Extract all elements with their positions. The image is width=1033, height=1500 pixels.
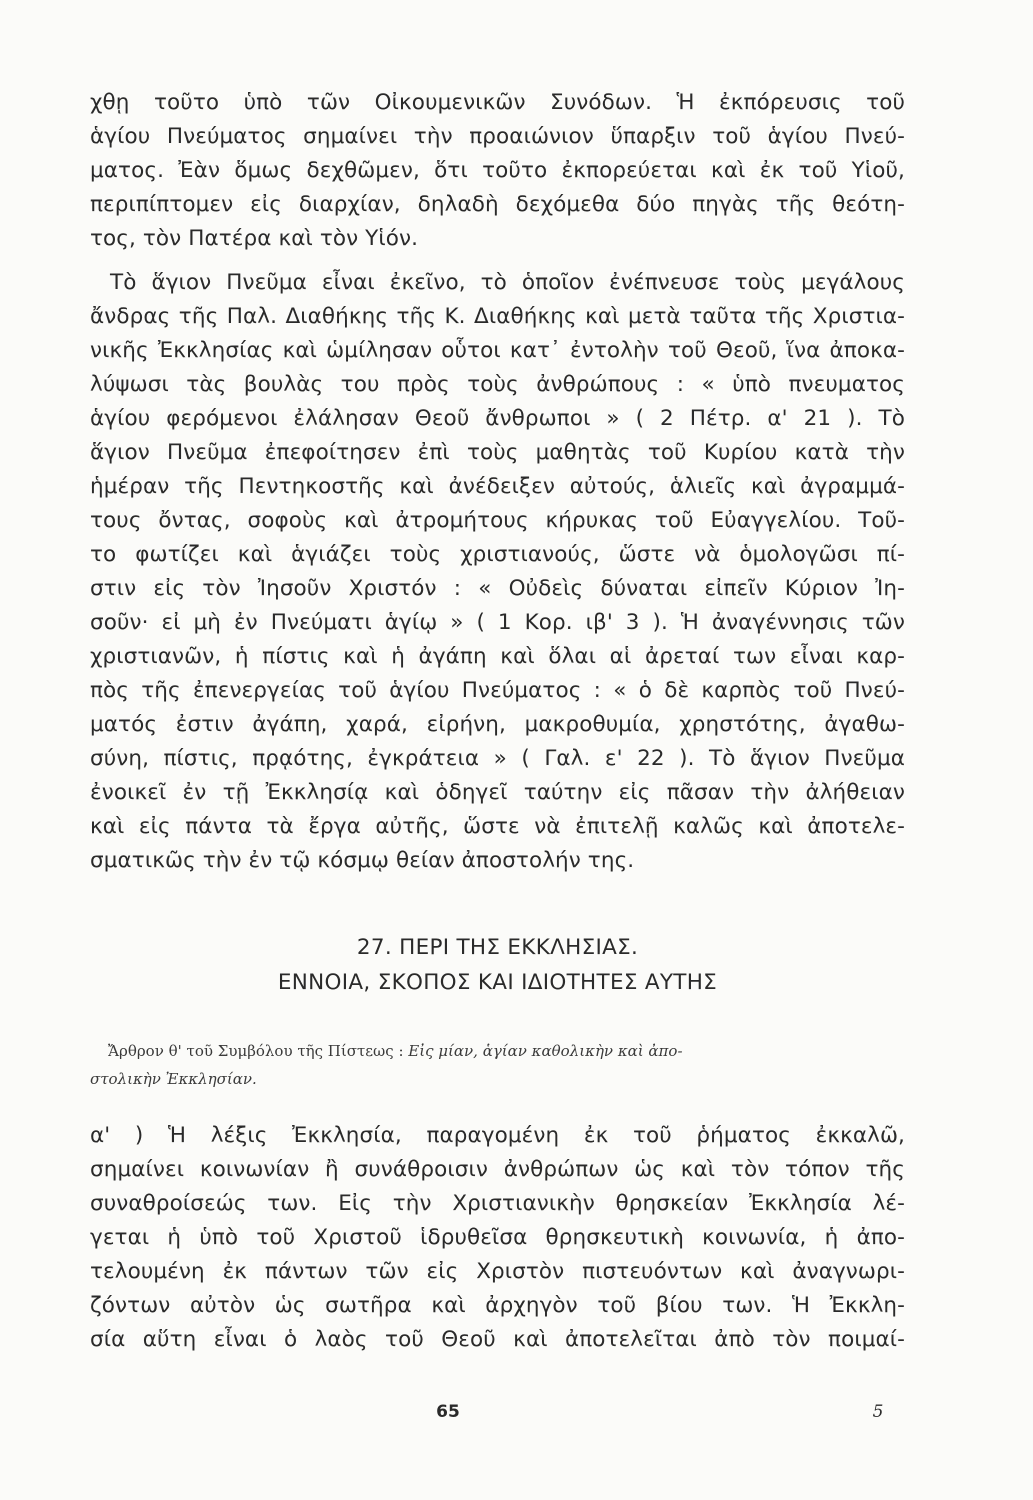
text-line: στιν εἰς τὸν Ἰησοῦν Χριστόν : « Οὐδεὶς δύναται εἰπεῖν Κύριον Ἰη- (90, 576, 905, 601)
text-line: το φωτίζει καὶ ἁγιάζει τοὺς χριστιανούς, ὥστε νὰ ὁμολογῶσι πί- (90, 542, 905, 567)
text-line: λύψωσι τὰς βουλὰς του πρὸς τοὺς ἀνθρώπους : « ὑπὸ πνευματος (90, 372, 905, 397)
text-line: α' ) Ἡ λέξις Ἐκκλησία, παραγομένη ἐκ τοῦ ῥήματος ἐκκαλῶ, (90, 1123, 905, 1148)
text-line: Τὸ ἅγιον Πνεῦμα εἶναι ἐκεῖνο, τὸ ὁποῖον ἐνέπνευσε τοὺς μεγάλους (110, 270, 905, 295)
text-line: τελουμένη ἐκ πάντων τῶν εἰς Χριστὸν πιστευόντων καὶ ἀναγνωρι- (90, 1259, 905, 1284)
text-line: γεται ἡ ὑπὸ τοῦ Χριστοῦ ἱδρυθεῖσα θρησκευτικὴ κοινωνία, ἡ ἀπο- (90, 1225, 905, 1250)
note-prefix: Ἄρθρον θ' τοῦ Συμβόλου τῆς Πίστεως : (108, 1042, 409, 1060)
text-line: τος, τὸν Πατέρα καὶ τὸν Υἱόν. (90, 226, 419, 251)
text-line: περιπίπτομεν εἰς διαρχίαν, δηλαδὴ δεχόμεθα δύο πηγὰς τῆς θεότη- (90, 192, 905, 217)
text-line: πὸς τῆς ἐπενεργείας τοῦ ἁγίου Πνεύματος : « ὁ δὲ καρπὸς τοῦ Πνεύ- (90, 678, 905, 703)
text-line: ἁγίου Πνεύματος σημαίνει τὴν προαιώνιον ὕπαρξιν τοῦ ἁγίου Πνεύ- (90, 124, 905, 149)
section-subheading: ΕΝΝΟΙΑ, ΣΚΟΠΟΣ ΚΑΙ ΙΔΙΟΤΗΤΕΣ ΑΥΤΗΣ (277, 970, 718, 995)
text-line: ζόντων αὐτὸν ὡς σωτῆρα καὶ ἀρχηγὸν τοῦ βίου των. Ἡ Ἐκκλη- (90, 1293, 905, 1318)
text-line: ἡμέραν τῆς Πεντηκοστῆς καὶ ἀνέδειξεν αὐτούς, ἁλιεῖς καὶ ἀγραμμά- (90, 474, 905, 499)
paragraph-holy-spirit-work (90, 266, 905, 878)
text-line: ἄνδρας τῆς Παλ. Διαθήκης τῆς Κ. Διαθήκης καὶ μετὰ ταῦτα τῆς Χριστια- (90, 304, 905, 329)
note-line (90, 1037, 905, 1065)
text-line: τους ὄντας, σοφοὺς καὶ ἀτρομήτους κήρυκας τοῦ Εὐαγγελίου. Τοῦ- (90, 508, 905, 533)
text-line: καὶ εἰς πάντα τὰ ἔργα αὐτῆς, ὥστε νὰ ἐπιτελῇ καλῶς καὶ ἀποτελε- (90, 814, 905, 839)
text-line: ματός ἐστιν ἀγάπη, χαρά, εἰρήνη, μακροθυμία, χρηστότης, ἀγαθω- (90, 712, 905, 737)
text-line: χριστιανῶν, ἡ πίστις καὶ ἡ ἀγάπη καὶ ὅλαι αἱ ἀρεταί των εἶναι καρ- (90, 644, 905, 669)
note-line (90, 1065, 905, 1093)
text-line: σματικῶς τὴν ἐν τῷ κόσμῳ θείαν ἀποστολήν της. (90, 848, 635, 873)
section-heading: 27. ΠΕΡΙ ΤΗΣ ΕΚΚΛΗΣΙΑΣ. (356, 935, 639, 960)
note-quote: Εἰς μίαν, ἁγίαν καθολικὴν καὶ ἀπο- (408, 1042, 683, 1060)
creed-article-note (90, 1037, 905, 1093)
text-line: συναθροίσεώς των. Εἰς τὴν Χριστιανικὴν θρησκείαν Ἐκκλησία λέ- (90, 1191, 905, 1216)
text-line: ματος. Ἐὰν ὅμως δεχθῶμεν, ὅτι τοῦτο ἐκπορεύεται καὶ ἐκ τοῦ Υἱοῦ, (90, 158, 905, 183)
text-line: σία αὕτη εἶναι ὁ λαὸς τοῦ Θεοῦ καὶ ἀποτελεῖται ἀπὸ τὸν ποιμαί- (90, 1327, 905, 1352)
paragraph-holy-spirit-procession (90, 86, 905, 256)
page-number: 65 (436, 1402, 460, 1422)
text-line: ἁγίου φερόμενοι ἐλάλησαν Θεοῦ ἄνθρωποι » ( 2 Πέτρ. α' 21 ). Τὸ (90, 406, 905, 431)
note-quote: στολικὴν Ἐκκλησίαν. (90, 1070, 257, 1088)
text-line: σύνη, πίστις, πρᾳότης, ἐγκράτεια » ( Γαλ. ε' 22 ). Τὸ ἅγιον Πνεῦμα (90, 746, 905, 771)
text-line: σοῦν· εἰ μὴ ἐν Πνεύματι ἁγίῳ » ( 1 Κορ. ιβ' 3 ). Ἡ ἀναγέννησις τῶν (90, 610, 905, 635)
text-line: ἐνοικεῖ ἐν τῇ Ἐκκλησίᾳ καὶ ὁδηγεῖ ταύτην εἰς πᾶσαν τὴν ἀλήθειαν (90, 780, 905, 805)
text-line: νικῆς Ἐκκλησίας καὶ ὡμίλησαν οὗτοι κατ᾽ ἐντολὴν τοῦ Θεοῦ, ἵνα ἀποκα- (90, 338, 905, 363)
paragraph-church-definition (90, 1119, 905, 1357)
text-line: χθῃ τοῦτο ὑπὸ τῶν Οἰκουμενικῶν Συνόδων. Ἡ ἐκπόρευσις τοῦ (90, 90, 905, 115)
text-line: σημαίνει κοινωνίαν ἢ συνάθροισιν ἀνθρώπων ὡς καὶ τὸν τόπον τῆς (90, 1157, 905, 1182)
signature-mark: 5 (872, 1402, 884, 1422)
text-line: ἅγιον Πνεῦμα ἐπεφοίτησεν ἐπὶ τοὺς μαθητὰς τοῦ Κυρίου κατὰ τὴν (90, 440, 905, 465)
